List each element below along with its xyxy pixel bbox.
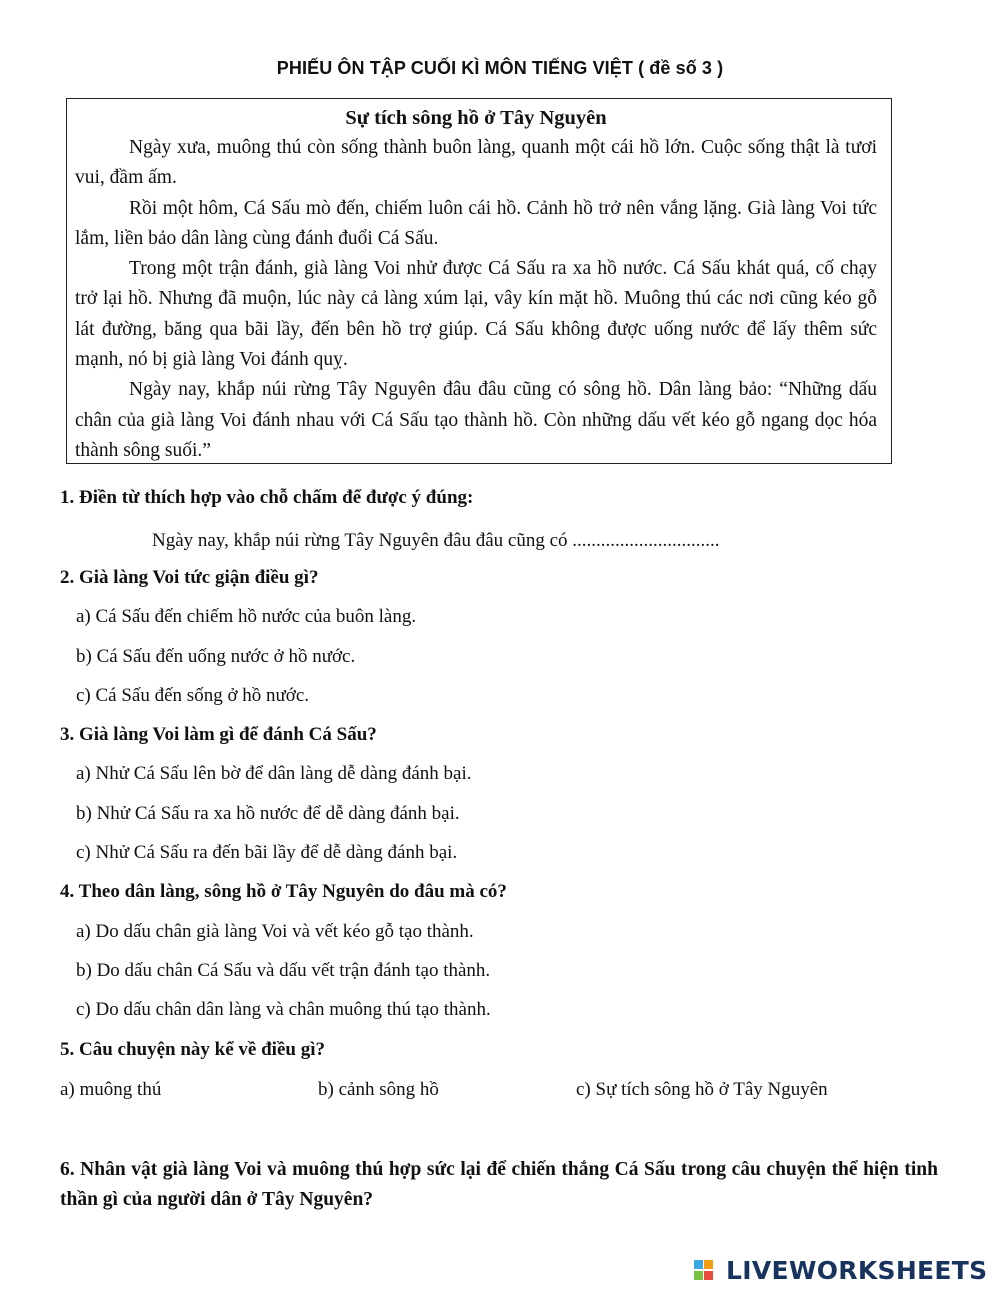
- question-5-option-a[interactable]: a) muông thú: [60, 1079, 162, 1100]
- story-title: Sự tích sông hồ ở Tây Nguyên: [345, 107, 607, 129]
- question-2-option-c[interactable]: c) Cá Sấu đến sống ở hồ nước.: [76, 685, 310, 706]
- question-3-option-a[interactable]: a) Nhử Cá Sấu lên bờ để dân làng dễ dàng đánh bại.: [76, 763, 472, 784]
- question-3-option-b[interactable]: b) Nhử Cá Sấu ra xa hồ nước để dễ dàng đánh bại.: [76, 803, 460, 824]
- story-paragraph-3: Trong một trận đánh, già làng Voi nhử được Cá Sấu ra xa hồ nước. Cá Sấu khát quá, cố chạy trở lại hồ. Nhưng đã muộn, lúc này cả làng xúm lại, vây kín mặt hồ. Muông thú các nơi cũng kéo gỗ lát đường, băng qua bãi lầy, đến bên hồ trợ giúp. Cá Sấu không được uống nước để lấy thêm sức mạnh, nó bị già làng Voi đánh quỵ.: [75, 258, 877, 371]
- question-5: 5. Câu chuyện này kể về điều gì?: [60, 1039, 325, 1060]
- question-1: 1. Điền từ thích hợp vào chỗ chấm để được ý đúng:: [60, 487, 474, 508]
- story-paragraph-4: Ngày nay, khắp núi rừng Tây Nguyên đâu đâu cũng có sông hồ. Dân làng bảo: “Những dấu chân của già làng Voi đánh nhau với Cá Sấu tạo thành hồ. Còn những dấu vết kéo gỗ ngang dọc hóa thành sông suối.”: [75, 379, 877, 461]
- question-2: 2. Già làng Voi tức giận điều gì?: [60, 567, 319, 588]
- liveworksheets-logo-text: LIVEWORKSHEETS: [726, 1255, 988, 1285]
- question-2-option-b[interactable]: b) Cá Sấu đến uống nước ở hồ nước.: [76, 646, 356, 667]
- worksheet-title: PHIẾU ÔN TẬP CUỐI KÌ MÔN TIẾNG VIỆT ( đề số 3 ): [276, 58, 724, 78]
- question-3: 3. Già làng Voi làm gì để đánh Cá Sấu?: [60, 724, 377, 745]
- question-6: 6. Nhân vật già làng Voi và muông thú hợp sức lại để chiến thắng Cá Sấu trong câu chuyện thể hiện tinh thần gì của người dân ở Tây Nguyên?: [60, 1159, 938, 1210]
- question-1-fill-blank[interactable]: Ngày nay, khắp núi rừng Tây Nguyên đâu đâu cũng có ...............................: [152, 530, 720, 551]
- question-4-option-a[interactable]: a) Do dấu chân già làng Voi và vết kéo gỗ tạo thành.: [76, 921, 474, 942]
- question-5-option-b[interactable]: b) cảnh sông hồ: [318, 1079, 439, 1100]
- liveworksheets-logo-icon: [694, 1256, 722, 1284]
- question-4: 4. Theo dân làng, sông hồ ở Tây Nguyên do đâu mà có?: [60, 881, 507, 902]
- question-4-option-b[interactable]: b) Do dấu chân Cá Sấu và dấu vết trận đánh tạo thành.: [76, 960, 491, 981]
- question-5-option-c[interactable]: c) Sự tích sông hồ ở Tây Nguyên: [576, 1079, 828, 1100]
- question-4-option-c[interactable]: c) Do dấu chân dân làng và chân muông thú tạo thành.: [76, 999, 491, 1020]
- question-2-option-a[interactable]: a) Cá Sấu đến chiếm hồ nước của buôn làng.: [76, 606, 417, 627]
- story-box: [66, 98, 892, 464]
- story-paragraph-2: Rồi một hôm, Cá Sấu mò đến, chiếm luôn cái hồ. Cảnh hồ trở nên vắng lặng. Già làng Voi tức lắm, liền bảo dân làng cùng đánh đuổi Cá Sấu.: [75, 197, 877, 249]
- story-paragraph-1: Ngày xưa, muông thú còn sống thành buôn làng, quanh một cái hồ lớn. Cuộc sống thật là tươi vui, đầm ấm.: [75, 137, 877, 189]
- question-3-option-c[interactable]: c) Nhử Cá Sấu ra đến bãi lầy để dễ dàng đánh bại.: [76, 842, 458, 863]
- liveworksheets-logo: [694, 1254, 987, 1286]
